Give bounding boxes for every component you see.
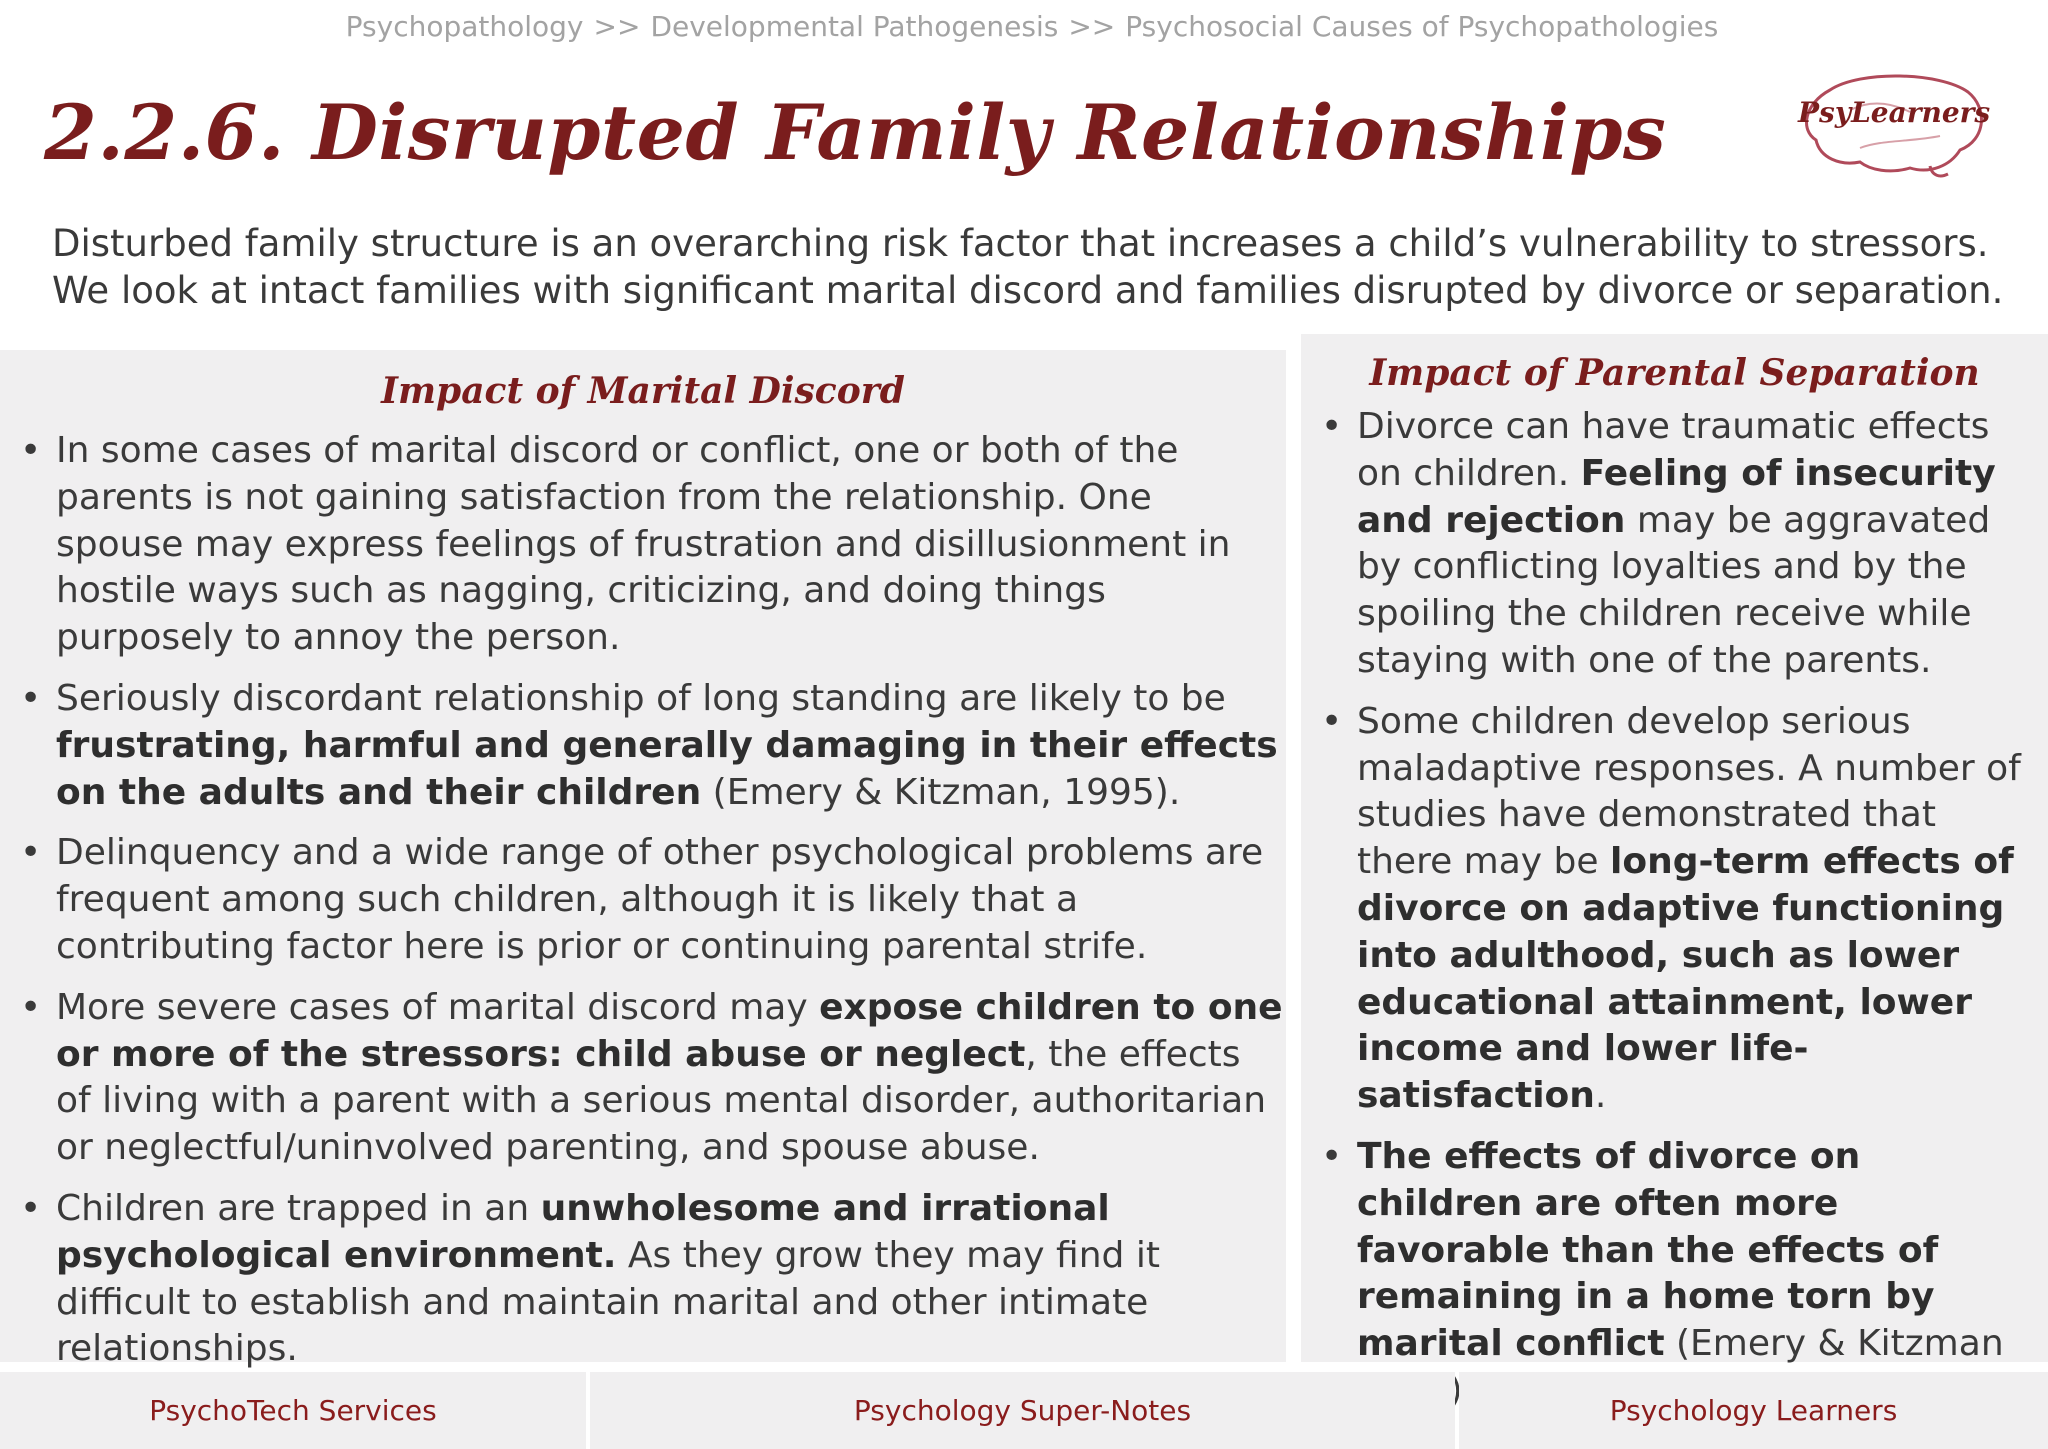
bullet-dot-icon: • [20,1187,42,1229]
bullet-point [1301,404,2048,685]
page-title: 2.2.6. Disrupted Family Relationships [44,88,1667,177]
text-run: Some children develop serious maladaptive responses. A number of studies have demonstrated that there may be [1357,700,2021,883]
bullet-point [0,985,1286,1172]
bold-text: unwholesome and irrational psychological environment. [56,1187,1110,1276]
bold-text: frustrating, harmful and generally damaging in their effects on the adults and their children [56,724,1278,813]
marital-discord-heading: Impact of Marital Discord [381,370,905,412]
parental-separation-list [1301,404,2048,1415]
text-run: , the effects of living with a parent with a serious mental disorder, authoritarian or neglectful/uninvolved parenting, and spouse abuse. [56,1033,1267,1169]
text-run: (Emery & Kitzman, 1995). [701,771,1181,813]
bold-text: expose children to one or more of the stressors: child abuse or neglect [56,986,1283,1075]
bullet-point [0,1186,1286,1373]
bullet-point [0,830,1286,970]
parental-separation-heading: Impact of Parental Separation [1369,352,1980,394]
bold-text: The effects of divorce on children are often more favorable than the effects of remaining in a home torn by marital conflict [1357,1135,1939,1365]
breadcrumb-separator: >> [1068,10,1116,43]
bold-text: long-term effects of divorce on adaptive functioning into adulthood, such as lower educational attainment, lower income and lower life-satisfaction [1357,841,2014,1117]
parental-separation-panel [1301,334,2048,1365]
breadcrumb [0,10,2048,43]
bullet-dot-icon: • [1321,1135,1343,1177]
bullet-dot-icon: • [1321,406,1343,447]
marital-discord-list [0,428,1286,1373]
bullet-dot-icon: • [20,430,42,471]
logo-text: PsyLearners [1798,96,1991,129]
bullet-dot-icon: • [20,677,42,719]
text-run: Seriously discordant relationship of long standing are likely to be [56,677,1226,719]
text-run: (Emery & Kitzman [1675,1323,2004,1365]
footer-psychology-super-notes[interactable]: Psychology Super-Notes [590,1372,1455,1449]
bullet-point [0,428,1286,662]
psylearners-logo[interactable] [1790,70,1990,180]
breadcrumb-item[interactable]: Psychopathology [345,10,584,43]
text-run: Children are trapped in an [56,1187,541,1229]
text-run: may be aggravated by conflicting loyalties and by the spoiling the children receive while staying with one of the parents. [1357,499,1991,681]
text-run: Divorce can have traumatic effects on children. [1357,406,1990,494]
bullet-dot-icon: • [1321,700,1343,742]
text-run: Delinquency and a wide range of other psychological problems are frequent among such children, although it is likely that a contributing factor here is prior or continuing parental strife. [56,832,1264,967]
marital-discord-panel [0,350,1286,1370]
intro-paragraph: Disturbed family structure is an overarching risk factor that increases a child’s vulnerability to stressors. We look at intact families with significant marital discord and families disrupted by divorce or separation. [52,222,2004,312]
text-run: As they grow they may find it difficult to establish and maintain marital and other intimate relationships. [56,1234,1160,1370]
text-run: . [1594,1075,1607,1117]
bullet-dot-icon: • [20,832,42,874]
footer-psychotech-services[interactable]: PsychoTech Services [0,1372,586,1449]
breadcrumb-item[interactable]: Psychosocial Causes of Psychopathologies [1125,10,1719,43]
bullet-point [0,676,1286,816]
breadcrumb-separator: >> [593,10,641,43]
text-run: In some cases of marital discord or conflict, one or both of the parents is not gaining satisfaction from the relationship. One spouse may express feelings of frustration and disillusionment in hostile ways such as nagging, criticizing, and doing things purposely to annoy the person. [56,430,1231,659]
text-run: More severe cases of marital discord may [56,986,820,1028]
breadcrumb-item[interactable]: Developmental Pathogenesis [650,10,1059,43]
bullet-point [1301,699,2048,1120]
bullet-dot-icon: • [20,986,42,1028]
footer-psychology-learners[interactable]: Psychology Learners [1459,1372,2048,1449]
bold-text: Feeling of insecurity and rejection [1357,452,1996,541]
